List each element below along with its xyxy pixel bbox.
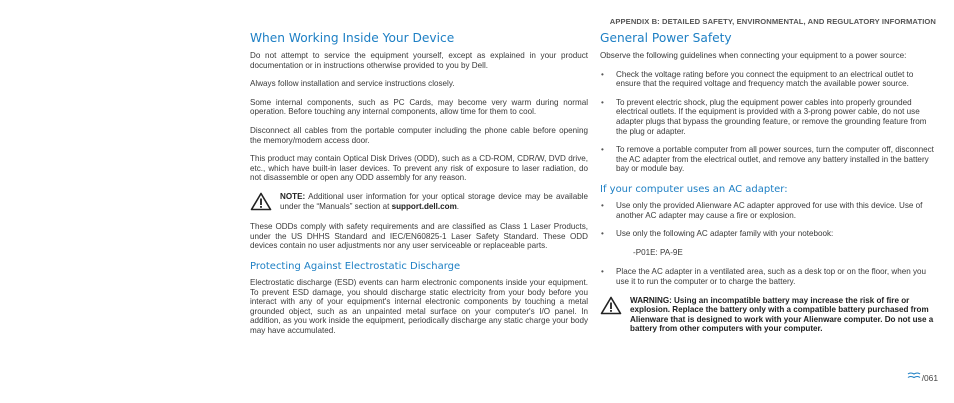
page-footer — [907, 371, 938, 383]
subheading-ac-adapter: If your computer uses an AC adapter: — [600, 183, 788, 195]
list-item: • Use only the following AC adapter family with your notebook: — [600, 229, 938, 239]
note-block — [250, 192, 588, 211]
section-heading-working-inside: When Working Inside Your Device — [250, 31, 455, 45]
paragraph-power-intro: Observe the following guidelines when connecting your equipment to a power source: — [600, 51, 907, 60]
alienware-logo-icon — [907, 371, 921, 380]
ac-bullet-list-2 — [600, 267, 938, 286]
list-item: • To prevent electric shock, plug the equipment power cables into properly grounded electrical outlets. If the equipment is provided with a 3-prong power cable, do not use adapter plugs that bypass the grounding feature, or remove the grounding feature from the plug or adapter. — [600, 98, 938, 136]
section-heading-power-safety: General Power Safety — [600, 31, 732, 45]
page-header: APPENDIX B: DETAILED SAFETY, ENVIRONMENTAL, AND REGULATORY INFORMATION — [609, 17, 936, 26]
paragraph-odd-compliance: These ODDs comply with safety requirements and are classified as Class 1 Laser Products, under the US DHHS Standard and IEC/EN60825-1 Laser Safety Standard. These ODD devices contain no user adjustments nor any user serviceable or replaceable parts. — [250, 222, 588, 251]
warning-block — [600, 296, 938, 334]
note-label: NOTE: — [280, 191, 306, 201]
list-item: • To remove a portable computer from all power sources, turn the computer off, disconnect the AC adapter from the electrical outlet, and remove any battery installed in the battery bay or module bay. — [600, 145, 938, 174]
note-text — [280, 192, 588, 211]
note-body: Additional user information for your optical storage device may be available under the “Manuals” section at — [280, 191, 588, 211]
note-end: . — [456, 201, 460, 211]
list-item: • Use only the provided Alienware AC adapter approved for use with this device. Use of another AC adapter may cause a fire or explosion. — [600, 201, 938, 220]
warning-text: WARNING: Using an incompatible battery may increase the risk of fire or explosion. Replace the battery only with a compatible battery purchased from Alienware that is designed to work with your Alienware computer. Do not use a battery from other computers with your computer. — [630, 295, 934, 334]
right-column — [600, 31, 938, 345]
warning-triangle-icon — [600, 296, 622, 315]
ac-bullet-list — [600, 201, 938, 239]
page-number: /061 — [921, 373, 938, 383]
warning-triangle-icon — [250, 192, 272, 211]
paragraph-esd: Electrostatic discharge (ESD) events can harm electronic components inside your equipment. To prevent ESD damage, you should discharge static electricity from your body before you interact with any of your equipment's internal electronic components by touching a metal grounded object, such as an unpainted metal surface on your computer's I/O panel. In addition, as you work inside the equipment, periodically discharge any static charge your body may have accumulated. — [250, 277, 588, 335]
paragraph-optical-drives: This product may contain Optical Disk Drives (ODD), such as a CD-ROM, CDR/W, DVD drive, etc., which have built-in laser devices. To prevent any risk of exposure to laser radiation, do not disassemble or open any ODD assembly for any reason. — [250, 154, 588, 183]
adapter-model: -P01E: PA-9E — [633, 247, 683, 257]
paragraph-service: Do not attempt to service the equipment yourself, except as explained in your product documentation or in instructions otherwise provided to you by Dell. — [250, 51, 588, 70]
left-column — [250, 31, 588, 344]
subheading-esd: Protecting Against Electrostatic Discharge — [250, 260, 461, 272]
support-link[interactable]: support.dell.com — [391, 201, 457, 211]
power-bullet-list — [600, 70, 938, 174]
list-item: • Place the AC adapter in a ventilated area, such as a desk top or on the floor, when you use it to run the computer or to charge the battery. — [600, 267, 938, 286]
paragraph-disconnect-cables: Disconnect all cables from the portable computer including the phone cable before opening the memory/modem access door. — [250, 125, 588, 145]
paragraph-warm-components: Some internal components, such as PC Cards, may become very warm during normal operation. Before touching any internal components, allow time for them to cool. — [250, 97, 588, 117]
list-item: • Check the voltage rating before you connect the equipment to an electrical outlet to ensure that the required voltage and frequency match the available power source. — [600, 70, 938, 89]
paragraph-instructions: Always follow installation and service instructions closely. — [250, 79, 455, 89]
